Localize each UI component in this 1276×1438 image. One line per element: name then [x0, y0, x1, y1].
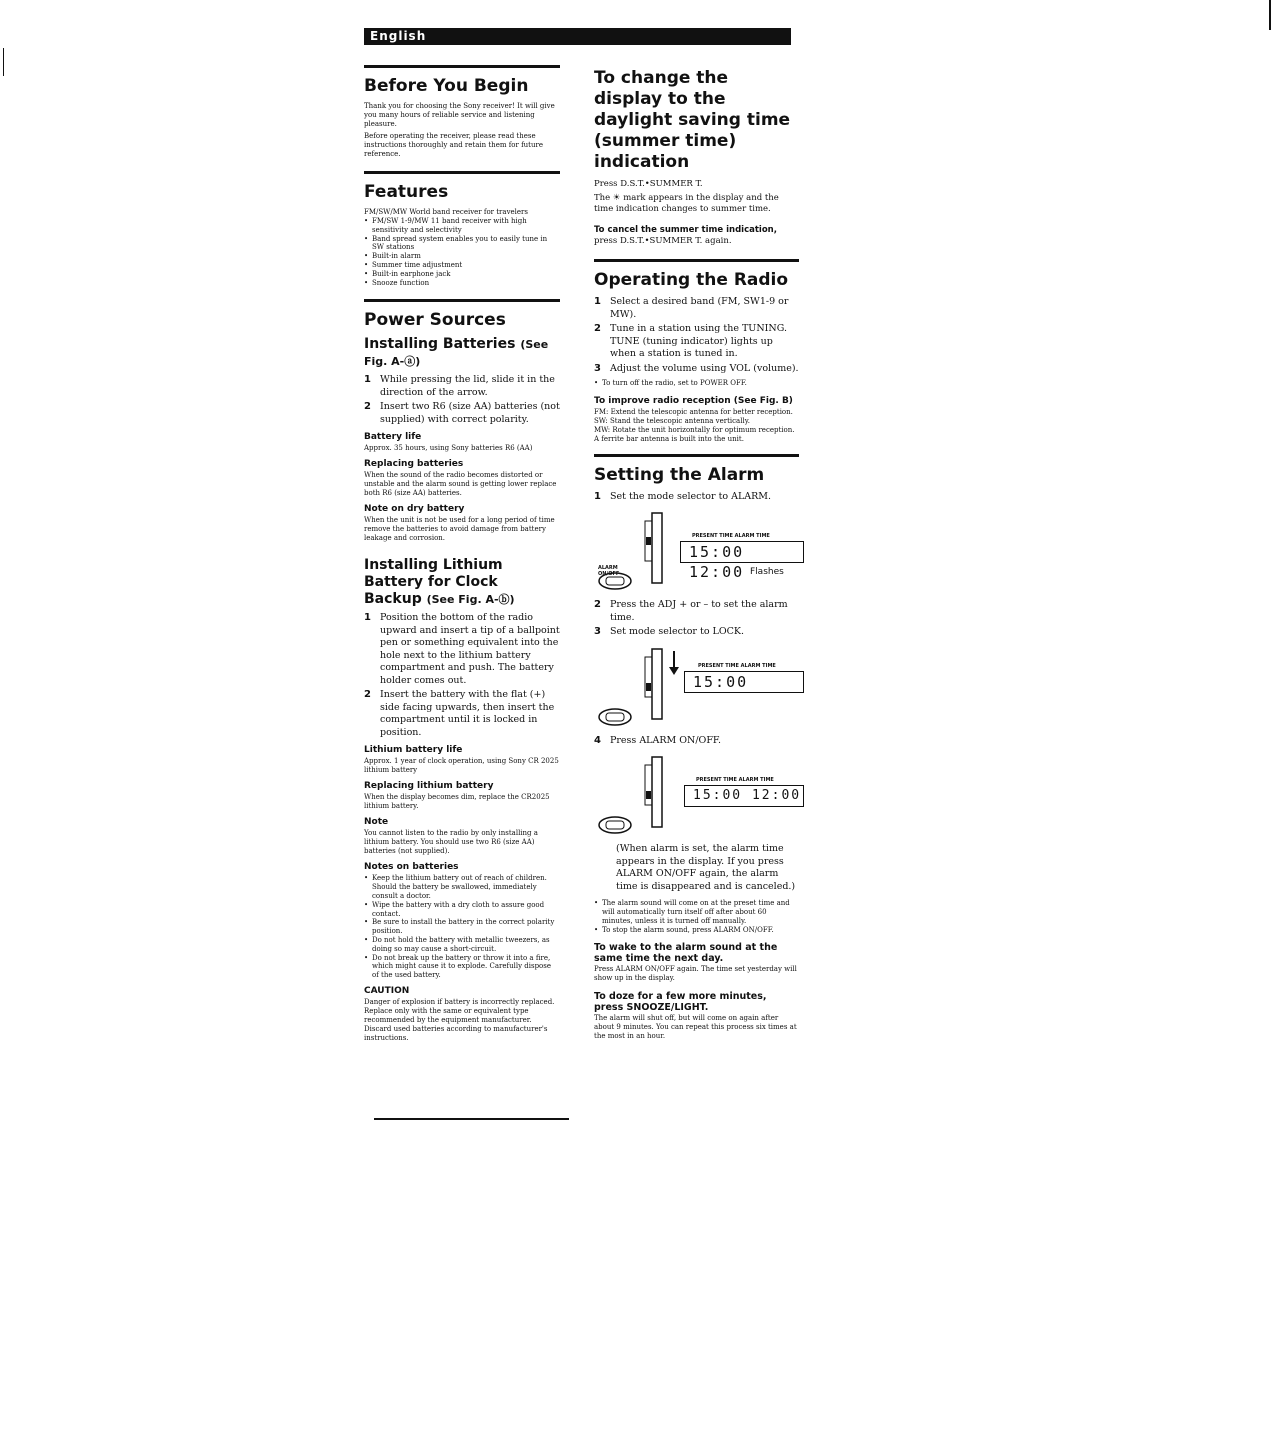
before-you-begin-title: Before You Begin: [364, 76, 529, 96]
bottom-rule: [374, 1118, 569, 1120]
list-item: • Do not hold the battery with metallic tweezers, as doing so may cause a short-circuit.: [364, 936, 560, 954]
dry-battery-text: When the unit is not be used for a long period of time remove the batteries to avoid damage from battery leakage and corrosion.: [364, 516, 555, 543]
intro-text: Thank you for choosing the Sony receiver! It will give you many hours of reliable service and listening pleasure.: [364, 102, 555, 128]
list-item: • Built-in earphone jack: [364, 270, 560, 279]
improve-heading: To improve radio reception (See Fig. B): [594, 395, 793, 406]
improve-fm: FM: Extend the telescopic antenna for better reception.: [594, 407, 793, 416]
list-item: • The alarm sound will come on at the preset time and will automatically turn itself off after about 60 minutes, unless it is turned off manually.: [594, 899, 799, 925]
language-bar: [364, 28, 791, 45]
notes-list: [364, 874, 560, 980]
lithium-steps: [364, 612, 560, 739]
installing-batteries-title: [364, 336, 560, 370]
dst-text: The ☀ mark appears in the display and the time indication changes to summer time.: [594, 193, 779, 214]
power-sources-title: Power Sources: [364, 310, 506, 331]
list-item: • Do not break up the battery or throw it into a fire, which might cause it to explode. Carefully dispose of the used battery.: [364, 954, 560, 980]
battery-life-text: Approx. 35 hours, using Sony batteries R6 (AA): [364, 444, 533, 453]
lithium-life-heading: Lithium battery life: [364, 745, 463, 756]
list-item: • Be sure to install the battery in the correct polarity position.: [364, 918, 560, 936]
alarm-figure-3: [594, 751, 802, 835]
dst-cancel-heading: To cancel the summer time indication,: [594, 225, 777, 235]
list-item: • Built-in alarm: [364, 252, 560, 261]
list-item: 1 Set the mode selector to ALARM.: [594, 490, 772, 502]
alarm-figure-1: [594, 507, 799, 591]
list-item: 1 Select a desired band (FM, SW1-9 or MW).: [594, 296, 789, 320]
figure-reference: (See Fig. A-ⓑ): [426, 593, 515, 607]
caution-text: Danger of explosion if battery is incorrectly replaced. Replace only with the same or equivalent type recommended by the equipment manufacturer. Discard used batteries according to manufacturer's instructions.: [364, 997, 555, 1042]
operating-radio-title: Operating the Radio: [594, 270, 789, 290]
notes-batteries-heading: Notes on batteries: [364, 862, 459, 873]
list-item: 2 Insert the battery with the flat (+) side facing upwards, then insert the compartment until it is locked in position.: [364, 689, 555, 738]
battery-life-heading: Battery life: [364, 432, 422, 443]
note-text: You cannot listen to the radio by only installing a lithium battery. You should use two R6 (size AA) batteries (not supplied).: [364, 829, 538, 856]
radio-steps: [594, 296, 799, 375]
replacing-lithium-heading: Replacing lithium battery: [364, 781, 494, 792]
replacing-batteries-heading: Replacing batteries: [364, 459, 464, 470]
battery-steps: [364, 374, 560, 426]
section-rule: [364, 65, 560, 68]
dst-cancel-text: press D.S.T.•SUMMER T. again.: [594, 236, 732, 246]
list-item: • FM/SW 1-9/MW 11 band receiver with high sensitivity and selectivity: [364, 217, 560, 235]
lcd-header: PRESENT TIME ALARM TIME: [696, 777, 774, 784]
dst-cancel: [594, 225, 799, 247]
list-item: • Keep the lithium battery out of reach of children. Should the battery be swallowed, immediately consult a doctor.: [364, 874, 560, 900]
improve-sw: SW: Stand the telescopic antenna vertically.: [594, 416, 750, 425]
improve-mw: MW: Rotate the unit horizontally for optimum reception. A ferrite bar antenna is built into the unit.: [594, 425, 795, 443]
section-rule: [594, 259, 799, 262]
right-edge-mark: [1269, 0, 1271, 30]
lithium-title: [364, 557, 560, 608]
alarm-steps-2-3: [594, 599, 799, 639]
features-title: Features: [364, 182, 449, 202]
installing-batteries-label: Installing Batteries: [364, 336, 516, 353]
dst-title: To change the display to the daylight saving time (summer time) indication: [594, 68, 791, 172]
left-column: [364, 60, 560, 1046]
list-item: • Snooze function: [364, 279, 560, 288]
list-item: • Band spread system enables you to easily tune in SW stations: [364, 235, 560, 253]
section-rule: [594, 454, 799, 457]
alarm-onoff-label: ALARM ON/OFF: [598, 565, 620, 578]
lcd-display: 15:00 12:00: [684, 785, 804, 807]
dst-press: Press D.S.T.•SUMMER T.: [594, 179, 703, 189]
note-heading: Note: [364, 817, 389, 828]
list-item: • To stop the alarm sound, press ALARM ON/OFF.: [594, 926, 799, 935]
flashes-label: Flashes: [750, 567, 784, 578]
wake-text: Press ALARM ON/OFF again. The time set yesterday will show up in the display.: [594, 965, 797, 983]
language-tab: English: [370, 29, 427, 43]
list-item: 2 Tune in a station using the TUNING. TUNE (tuning indicator) lights up when a station is tuned in.: [594, 323, 787, 359]
caution-heading: CAUTION: [364, 985, 410, 996]
lithium-title-label: Installing Lithium Battery for Clock Backup: [364, 557, 503, 608]
alarm-bullets: [594, 899, 799, 934]
left-edge-mark: [3, 48, 4, 76]
lcd-display: 15:00: [684, 671, 804, 693]
radio-off-note: [594, 379, 799, 388]
doze-text: The alarm will shut off, but will come on again after about 9 minutes. You can repeat this process six times at the most in an hour.: [594, 1014, 797, 1041]
list-item: • Wipe the battery with a dry cloth to assure good contact.: [364, 901, 560, 919]
section-rule: [364, 171, 560, 174]
setting-alarm-title: Setting the Alarm: [594, 464, 765, 485]
lcd-header: PRESENT TIME ALARM TIME: [698, 662, 776, 669]
lcd-display: 15:00 12:00: [680, 541, 804, 563]
list-item: 2 Press the ADJ + or – to set the alarm time.: [594, 599, 788, 623]
alarm-set-explanation: (When alarm is set, the alarm time appears in the display. If you press ALARM ON/OFF again, the alarm time is disappeared and is canceled.): [616, 843, 796, 892]
replacing-lithium-text: When the display becomes dim, replace the CR2025 lithium battery.: [364, 793, 550, 811]
alarm-step-4: [594, 735, 799, 748]
list-item: 1 While pressing the lid, slide it in the direction of the arrow.: [364, 374, 555, 398]
alarm-figure-2: [594, 643, 799, 727]
doze-heading: To doze for a few more minutes, press SNOOZE/LIGHT.: [594, 991, 767, 1014]
dry-battery-heading: Note on dry battery: [364, 504, 465, 515]
figure-reference: (See Fig. A-ⓐ): [364, 338, 549, 369]
list-item: 2 Insert two R6 (size AA) batteries (not supplied) with correct polarity.: [364, 401, 560, 425]
list-item: • To turn off the radio, set to POWER OFF.: [594, 379, 799, 388]
mode-selector-illustration: [598, 507, 678, 591]
list-item: 1 Position the bottom of the radio upward and insert a tip of a ballpoint pen or something equivalent into the hole next to the lithium battery compartment and push. The battery holder comes out.: [364, 612, 560, 686]
alarm-step-1: [594, 491, 799, 504]
list-item: 3 Set mode selector to LOCK.: [594, 626, 745, 638]
replacing-batteries-text: When the sound of the radio becomes distorted or unstable and the alarm sound is getting lower replace both R6 (size AA) batteries.: [364, 471, 557, 498]
intro-text-2: Before operating the receiver, please read these instructions thoroughly and retain them for future reference.: [364, 132, 543, 158]
wake-heading: To wake to the alarm sound at the same time the next day.: [594, 942, 778, 965]
right-column: [594, 68, 802, 1044]
list-item: 3 Adjust the volume using VOL (volume).: [594, 362, 799, 374]
list-item: • Summer time adjustment: [364, 261, 560, 270]
features-list: [364, 217, 560, 287]
mode-selector-illustration: [598, 751, 678, 835]
list-item: 4 Press ALARM ON/OFF.: [594, 734, 722, 746]
lcd-header: PRESENT TIME ALARM TIME: [692, 533, 770, 540]
section-rule: [364, 299, 560, 302]
mode-selector-illustration: [598, 643, 688, 727]
lithium-life-text: Approx. 1 year of clock operation, using Sony CR 2025 lithium battery: [364, 757, 559, 775]
features-intro: FM/SW/MW World band receiver for travelers: [364, 208, 528, 216]
